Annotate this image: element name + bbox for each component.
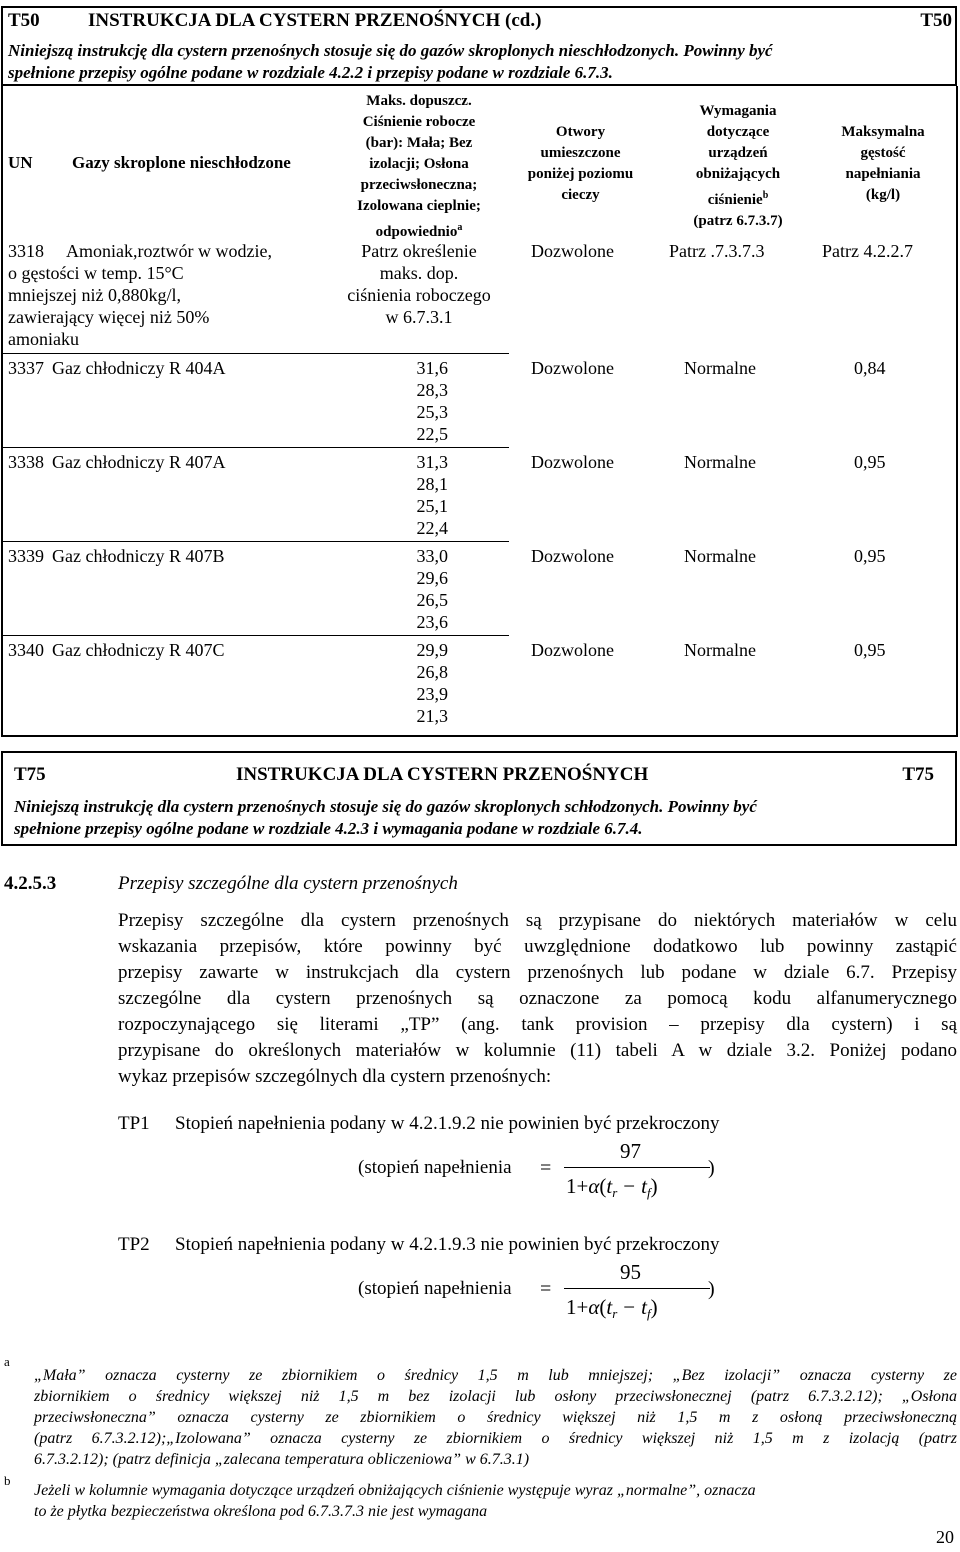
row-pressure-line: 28,1 — [416, 474, 448, 494]
row-pressure-line: 25,3 — [416, 402, 448, 422]
row-name: Gaz chłodniczy R 407C — [52, 640, 225, 660]
formula-equals: = — [540, 1157, 552, 1179]
header-density-line: (kg/l) — [865, 187, 901, 203]
t50-intro — [8, 40, 953, 84]
page-number: 20 — [936, 1527, 954, 1547]
header-gases: Gazy skroplone nieschłodzone — [72, 153, 291, 172]
row-pressure-line: 26,8 — [416, 662, 448, 682]
paragraph-line: szczególne dla cystern przenośnych są oznaczone za pomocą kodu alfanumerycznego — [118, 988, 957, 1009]
row-pressure-line: 26,5 — [416, 590, 448, 610]
header-pressure-line: Maks. dopuszcz. — [366, 93, 472, 109]
row-un: 3340 — [8, 640, 44, 660]
footnote-ref-a: a — [457, 222, 463, 233]
row-density: 0,84 — [854, 358, 886, 378]
formula-t: t — [641, 1295, 647, 1319]
row-un: 3339 — [8, 546, 44, 566]
header-relief-line: dotyczące — [706, 124, 770, 140]
header-relief-line: Wymagania — [699, 103, 777, 119]
footnote-line: zbiornikiem o średnicy większej niż 1,5 m bez izolacji lub osłony przeciwsłonecznej (patrz 6.7.3.2.12); „Osłona — [34, 1388, 957, 1405]
section-paragraph — [118, 908, 957, 1090]
t75-intro-line1: Niniejszą instrukcję dla cystern przenośnych stosuje się do gazów skroplonych schłodzonych. Powinny być — [14, 797, 757, 816]
row-openings: Dozwolone — [531, 640, 614, 660]
row-pressure — [388, 451, 448, 539]
formula-sub-r: r — [612, 1306, 618, 1321]
row-divider — [1, 541, 509, 542]
header-pressure-line: (bar): Mała; Bez — [365, 135, 473, 151]
formula-denominator — [566, 1172, 658, 1207]
row-divider — [1, 353, 509, 354]
header-pressure-line: przeciwsłoneczna; — [360, 177, 478, 193]
formula-label: (stopień napełnienia — [358, 1278, 512, 1299]
header-relief-text: ciśnienie — [707, 192, 763, 208]
header-relief-line: (patrz 6.7.3.7) — [693, 213, 783, 229]
formula-label: (stopień napełnienia — [358, 1157, 512, 1178]
tp-code: TP1 — [118, 1113, 150, 1134]
formula-equals: = — [540, 1278, 552, 1300]
t75-intro-line2: spełnione przepisy ogólne podane w rozdziale 4.2.3 i wymagania podane w rozdziale 6.7.4. — [14, 819, 643, 838]
header-pressure-line: izolacji; Osłona — [369, 156, 469, 172]
header-relief-line: obniżających — [695, 166, 781, 182]
row-pressure-line: 22,5 — [416, 424, 448, 444]
row-pressure-line: ciśnienia roboczego — [347, 285, 491, 305]
footnote-a — [34, 1365, 957, 1470]
row-pressure — [388, 639, 448, 727]
formula-one-plus: 1+ — [566, 1174, 589, 1198]
footnote-line: „Mała” oznacza cysterny ze zbiornikiem o średnicy 1,5 m lub mniejszej; „Bez izolacji” oznacza cysterny ze — [34, 1367, 957, 1384]
row-name-line: zawierający więcej niż 50% — [8, 307, 210, 327]
row-openings: Dozwolone — [531, 546, 614, 566]
t75-code-right: T75 — [902, 764, 934, 785]
t75-code-left: T75 — [14, 764, 46, 785]
row-pressure-line: w 6.7.3.1 — [385, 307, 453, 327]
t50-title: INSTRUKCJA DLA CYSTERN PRZENOŚNYCH (cd.) — [88, 10, 542, 31]
header-pressure-text: odpowiednio — [375, 224, 458, 240]
tp-code: TP2 — [118, 1234, 150, 1255]
row-density: 0,95 — [854, 640, 886, 660]
header-density-line: gęstość — [860, 145, 906, 161]
paragraph-line: wskazania przepisów, które powinny być uwzględnione dodatkowo lub powinny zastąpić — [118, 936, 957, 957]
row-relief: Normalne — [684, 358, 756, 378]
row-relief: Normalne — [684, 640, 756, 660]
paragraph-line: wykaz przepisów szczególnych dla cystern przenośnych: — [118, 1066, 552, 1087]
formula-minus: − — [623, 1174, 636, 1198]
formula-sub-f: f — [646, 1306, 651, 1321]
formula-alpha: α — [588, 1295, 600, 1319]
row-pressure-line: 22,4 — [416, 518, 448, 538]
formula-sub-f: f — [646, 1185, 651, 1200]
formula-t: t — [606, 1295, 613, 1319]
formula-close-paren: ) — [708, 1278, 715, 1300]
row-name: Gaz chłodniczy R 404A — [52, 358, 226, 378]
header-openings-line: Otwory — [555, 124, 606, 140]
row-relief: Patrz .7.3.7.3 — [669, 241, 765, 261]
row-pressure-line: Patrz określenie — [361, 241, 477, 261]
row-pressure-line: 31,3 — [416, 452, 448, 472]
fraction-bar — [564, 1167, 710, 1168]
header-pressure-line: Izolowana cieplnie; — [357, 198, 481, 214]
row-pressure-line: 25,1 — [416, 496, 448, 516]
footnote-line: Jeżeli w kolumnie wymagania dotyczące urządzeń obniżających ciśnienie występuje wyraz „normalne”, oznacza — [34, 1482, 756, 1499]
row-pressure — [388, 357, 448, 445]
formula-close-paren: ) — [708, 1157, 715, 1179]
header-relief-line: urządzeń — [708, 145, 768, 161]
footnote-b — [34, 1480, 957, 1522]
header-openings-line: umieszczone — [540, 145, 621, 161]
table-left-border — [1, 86, 3, 736]
header-density — [808, 122, 958, 206]
row-name-line: o gęstości w temp. 15°C — [8, 263, 184, 283]
header-openings-line: poniżej poziomu — [527, 166, 634, 182]
row-pressure-line: 31,6 — [416, 358, 448, 378]
fraction-bar — [564, 1288, 710, 1289]
row-name: Gaz chłodniczy R 407A — [52, 452, 226, 472]
footnote-line: (patrz 6.7.3.2.12);„Izolowana” oznacza cysterny ze zbiornikiem o średnicy większej niż 1,5 m z izolacją (patrz — [34, 1430, 957, 1447]
header-relief-line — [653, 185, 823, 211]
row-pressure-line: maks. dop. — [379, 263, 459, 283]
t50-code-left: T50 — [8, 10, 40, 31]
formula-paren: ( — [599, 1295, 607, 1319]
tp-text: Stopień napełnienia podany w 4.2.1.9.3 nie powinien być przekroczony — [175, 1234, 720, 1255]
footnote-ref-b: b — [762, 190, 769, 201]
header-un: UN — [8, 153, 33, 172]
formula-paren: ) — [650, 1174, 658, 1198]
row-name-line: mniejszej niż 0,880kg/l, — [8, 285, 181, 305]
row-pressure-line: 28,3 — [416, 380, 448, 400]
formula-t: t — [606, 1174, 613, 1198]
t75-intro — [14, 796, 949, 840]
row-pressure — [388, 545, 448, 633]
formula-paren: ) — [650, 1295, 658, 1319]
row-density: Patrz 4.2.2.7 — [822, 241, 913, 261]
tp-text: Stopień napełnienia podany w 4.2.1.9.2 nie powinien być przekroczony — [175, 1113, 720, 1134]
header-relief — [653, 101, 823, 232]
header-pressure-line: Ciśnienie robocze — [362, 114, 476, 130]
footnote-line: to że płytka bezpieczeństwa określona pod 6.7.3.7.3 nie jest wymagana — [34, 1503, 488, 1520]
header-density-line: Maksymalna — [841, 124, 925, 140]
row-pressure-line: 23,9 — [416, 684, 448, 704]
row-name-line: amoniaku — [8, 329, 79, 349]
footnote-line: 6.7.3.2.12); (patrz definicja „zalecana temperatura obliczeniowa” w 6.7.3.1) — [34, 1451, 530, 1468]
t50-code-right: T50 — [920, 10, 952, 31]
header-pressure — [330, 91, 508, 243]
row-name — [8, 240, 328, 350]
formula-numerator: 97 — [620, 1139, 641, 1163]
paragraph-line: Przepisy szczególne dla cystern przenośnych są przypisane do niektórych materiałów w celu — [118, 910, 957, 931]
formula-minus: − — [623, 1295, 636, 1319]
formula-t: t — [641, 1174, 647, 1198]
t50-intro-line2: spełnione przepisy ogólne podane w rozdziale 4.2.2 i przepisy podane w rozdziale 6.7.3. — [8, 63, 613, 82]
row-relief: Normalne — [684, 546, 756, 566]
footnote-a-mark: a — [4, 1354, 10, 1369]
row-pressure-line: 33,0 — [416, 546, 448, 566]
row-density: 0,95 — [854, 452, 886, 472]
paragraph-line: rozpoczynającego się literami „TP” (ang. tank provision – przepisy dla cystern) i są — [118, 1014, 957, 1035]
row-divider — [1, 447, 509, 448]
row-name-line: Amoniak,roztwór w wodzie, — [66, 241, 272, 261]
section-number: 4.2.5.3 — [4, 873, 57, 894]
header-openings — [508, 122, 653, 206]
paragraph-line: przepisy zawarte w instrukcjach dla cystern przenośnych lub podane w dziale 6.7. Przepisy — [118, 962, 957, 983]
row-relief: Normalne — [684, 452, 756, 472]
row-pressure-line: 21,3 — [416, 706, 448, 726]
row-pressure-line: 29,9 — [416, 640, 448, 660]
paragraph-line: przypisane do określonych materiałów w kolumnie (11) tabeli A w dziale 3.2. Poniżej podano — [118, 1040, 957, 1061]
row-pressure-line: 29,6 — [416, 568, 448, 588]
row-openings: Dozwolone — [531, 452, 614, 472]
t50-intro-line1: Niniejszą instrukcję dla cystern przenośnych stosuje się do gazów skroplonych nieschłodzonych. Powinny być — [8, 41, 773, 60]
header-openings-line: cieczy — [561, 187, 600, 203]
header-density-line: napełniania — [845, 166, 921, 182]
row-name: Gaz chłodniczy R 407B — [52, 546, 225, 566]
t75-title: INSTRUKCJA DLA CYSTERN PRZENOŚNYCH — [236, 764, 649, 785]
row-un: 3318 — [8, 241, 44, 261]
formula-denominator — [566, 1293, 658, 1328]
formula-numerator: 95 — [620, 1260, 641, 1284]
table-bottom-border — [1, 735, 958, 737]
row-divider — [1, 635, 509, 636]
footnote-line: przeciwsłoneczna” oznacza cysterny ze zbiornikiem o średnicy większej niż 1,5 m z osłoną przeciwsłoneczną — [34, 1409, 957, 1426]
section-title: Przepisy szczególne dla cystern przenośnych — [118, 873, 458, 894]
formula-sub-r: r — [612, 1185, 618, 1200]
formula-paren: ( — [599, 1174, 607, 1198]
row-un: 3338 — [8, 452, 44, 472]
footnote-b-mark: b — [4, 1473, 11, 1488]
row-pressure — [330, 240, 508, 328]
formula-one-plus: 1+ — [566, 1295, 589, 1319]
row-density: 0,95 — [854, 546, 886, 566]
formula-alpha: α — [588, 1174, 600, 1198]
row-un: 3337 — [8, 358, 44, 378]
row-openings: Dozwolone — [531, 241, 614, 261]
row-pressure-line: 23,6 — [416, 612, 448, 632]
row-openings: Dozwolone — [531, 358, 614, 378]
